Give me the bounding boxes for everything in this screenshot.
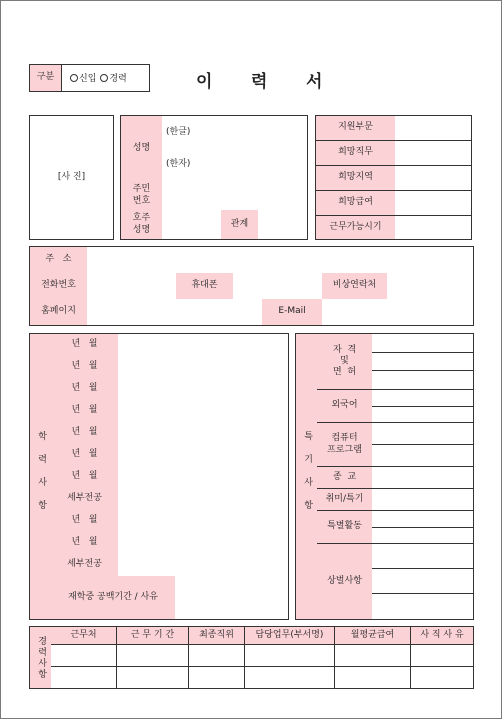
career-cell-2-0[interactable] (51, 667, 117, 688)
education-row-label-10: 세부전공 (51, 554, 119, 577)
education-row-field-2[interactable] (118, 378, 288, 401)
education-row-label-0: 년 월 (51, 334, 119, 357)
phone-field[interactable] (87, 273, 177, 300)
special-block (295, 333, 474, 620)
special-row-label-6: 상벌사항 (317, 544, 373, 619)
career-header-5: 사 직 사 유 (411, 627, 473, 645)
special-row-field-1-0[interactable] (372, 390, 473, 407)
special-row-field-2-0[interactable] (372, 423, 473, 445)
career-cell-1-5[interactable] (411, 645, 473, 667)
title-char-3: 서 (306, 72, 323, 92)
personal-info-block (120, 115, 308, 240)
category-label: 구분 (30, 65, 62, 91)
education-row-label-4: 년 월 (51, 422, 119, 445)
apply-field-3[interactable] (395, 191, 471, 216)
apply-label-2: 희망지역 (316, 166, 396, 191)
contact-block (29, 246, 474, 326)
special-row-label-4: 취미/특기 (317, 489, 373, 511)
apply-label-0: 지원부문 (316, 116, 396, 141)
education-row-field-4[interactable] (118, 422, 288, 445)
special-rows (317, 334, 473, 619)
career-header-0: 근무처 (51, 627, 117, 645)
special-row-field-6-1[interactable] (372, 569, 473, 594)
education-side-text: 학력사항 (36, 430, 47, 523)
education-row-field-0[interactable] (118, 334, 288, 357)
special-row-field-2-1[interactable] (372, 445, 473, 467)
special-row-field-6-2[interactable] (372, 594, 473, 619)
special-row-field-4-0[interactable] (372, 489, 473, 511)
career-cell-2-2[interactable] (189, 667, 245, 688)
name-korean-field[interactable]: (한글) (162, 116, 307, 150)
education-row-field-7[interactable] (118, 488, 288, 511)
special-row-label-3: 종 교 (317, 467, 373, 489)
career-header-1: 근 무 기 간 (117, 627, 189, 645)
education-row-field-3[interactable] (118, 400, 288, 423)
mobile-label: 휴대폰 (176, 273, 234, 300)
title-char-2: 력 (251, 72, 268, 92)
education-row-label-6: 년 월 (51, 466, 119, 489)
apply-label-3: 희망급여 (316, 191, 396, 216)
special-row-field-0-0[interactable] (372, 334, 473, 353)
career-cell-2-4[interactable] (335, 667, 411, 688)
special-side-label (296, 334, 318, 619)
apply-field-1[interactable] (395, 141, 471, 166)
education-row-field-9[interactable] (118, 532, 288, 555)
photo-box[interactable]: [사 진] (29, 115, 114, 240)
education-block (29, 333, 289, 620)
education-row-label-5: 년 월 (51, 444, 119, 467)
education-rows (51, 334, 288, 619)
career-cell-2-3[interactable] (245, 667, 335, 688)
radio-career[interactable] (100, 71, 126, 84)
education-row-field-10[interactable] (118, 554, 288, 577)
special-row-label-0: 자 격 및 면 허 (317, 334, 373, 390)
category-box (29, 64, 150, 92)
special-side-text: 특기사항 (302, 430, 313, 523)
special-row-field-6-0[interactable] (372, 544, 473, 569)
radio-circle-icon (100, 74, 108, 82)
name-label: 성명 (121, 116, 163, 182)
career-cell-1-0[interactable] (51, 645, 117, 667)
career-header-4: 월평균급여 (335, 627, 411, 645)
hoju-field[interactable] (162, 210, 222, 239)
apply-field-4[interactable] (395, 216, 471, 239)
radio-new-label: 신입 (79, 74, 97, 84)
career-cell-2-1[interactable] (117, 667, 189, 688)
education-side-label (30, 334, 52, 619)
education-row-label-2: 년 월 (51, 378, 119, 401)
career-cell-1-3[interactable] (245, 645, 335, 667)
emergency-field[interactable] (387, 273, 473, 300)
career-side-text: 경력사항 (36, 635, 47, 680)
education-row-label-7: 세부전공 (51, 488, 119, 511)
special-row-field-3-0[interactable] (372, 467, 473, 489)
education-row-field-6[interactable] (118, 466, 288, 489)
career-cell-1-1[interactable] (117, 645, 189, 667)
education-row-field-5[interactable] (118, 444, 288, 467)
education-row-label-1: 년 월 (51, 356, 119, 379)
title-char-1: 이 (196, 72, 213, 92)
special-row-label-5: 특별활동 (317, 511, 373, 544)
education-row-field-8[interactable] (118, 510, 288, 533)
career-cell-1-2[interactable] (189, 645, 245, 667)
email-field[interactable] (322, 299, 473, 325)
address-field[interactable] (87, 247, 473, 274)
address-label: 주 소 (30, 247, 88, 274)
education-row-label-9: 년 월 (51, 532, 119, 555)
apply-label-4: 근무가능시기 (316, 216, 396, 239)
homepage-label: 홈페이지 (30, 299, 88, 325)
apply-field-2[interactable] (395, 166, 471, 191)
education-gap-label: 재학중 공백기간 / 사유 (51, 576, 176, 619)
career-side-label (30, 627, 52, 688)
email-label: E-Mail (262, 299, 323, 325)
education-row-label-3: 년 월 (51, 400, 119, 423)
career-block (29, 626, 474, 689)
special-row-field-0-2[interactable] (372, 371, 473, 390)
career-header-2: 최종직위 (189, 627, 245, 645)
education-gap-field[interactable] (175, 576, 288, 619)
special-row-field-5-1[interactable] (372, 528, 473, 545)
career-cell-1-4[interactable] (335, 645, 411, 667)
career-header-3: 담당업무(부서명) (245, 627, 335, 645)
radio-new[interactable] (70, 71, 96, 84)
special-row-label-1: 외국어 (317, 390, 373, 423)
relation-field[interactable] (258, 210, 307, 239)
rrn-label: 주민 번호 (121, 181, 163, 211)
special-row-field-1-1[interactable] (372, 407, 473, 424)
mobile-field[interactable] (233, 273, 323, 300)
career-grid (51, 627, 473, 688)
apply-block (315, 115, 472, 240)
education-row-label-8: 년 월 (51, 510, 119, 533)
career-cell-2-5[interactable] (411, 667, 473, 688)
special-row-field-0-1[interactable] (372, 353, 473, 372)
education-row-field-1[interactable] (118, 356, 288, 379)
special-row-field-5-0[interactable] (372, 511, 473, 528)
category-options (70, 71, 131, 84)
radio-career-label: 경력 (109, 74, 127, 84)
phone-label: 전화번호 (30, 273, 88, 300)
hoju-label: 호주 성명 (121, 210, 163, 239)
apply-field-0[interactable] (395, 116, 471, 141)
homepage-field[interactable] (87, 299, 263, 325)
emergency-label: 비상연락처 (322, 273, 388, 300)
rrn-field[interactable] (162, 181, 307, 211)
relation-label: 관계 (221, 210, 259, 239)
radio-circle-icon (70, 74, 78, 82)
special-row-label-2: 컴퓨터 프로그램 (317, 423, 373, 467)
name-hanja-field[interactable]: (한자) (162, 149, 307, 182)
apply-label-1: 희망직무 (316, 141, 396, 166)
